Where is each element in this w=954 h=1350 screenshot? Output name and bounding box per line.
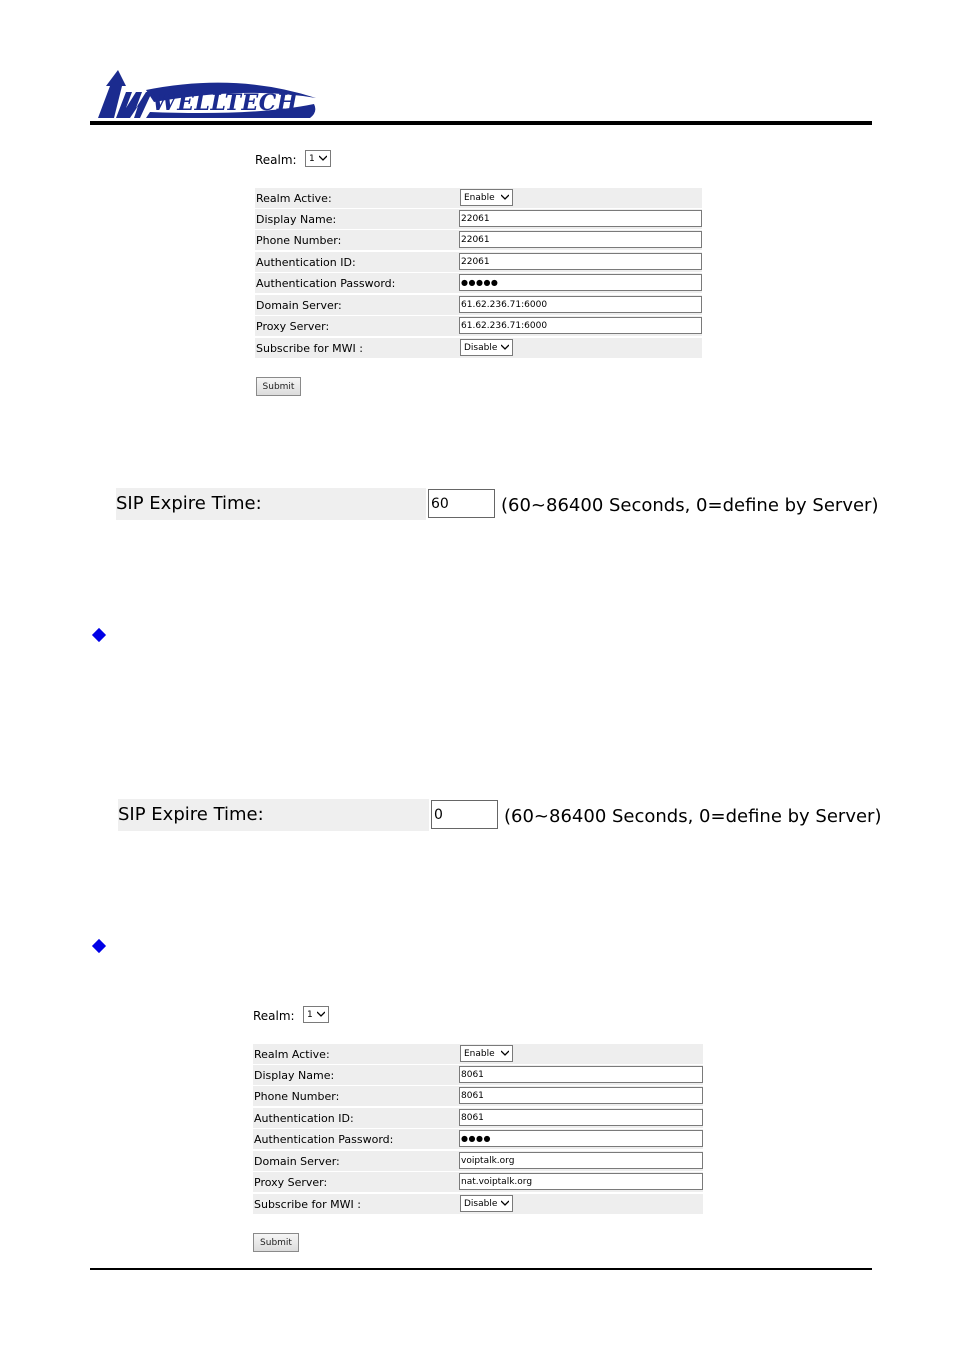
subscribe-mwi-value: Disable (464, 342, 498, 353)
sip-expire-hint: (60~86400 Seconds, 0=define by Server) (501, 495, 879, 516)
authentication-password-label: Authentication Password: (254, 1132, 394, 1146)
authentication-password-label: Authentication Password: (256, 276, 396, 290)
chevron-down-icon (319, 154, 327, 162)
chevron-down-icon (501, 343, 509, 351)
realm-select[interactable] (303, 1006, 329, 1023)
header-rule (90, 121, 872, 125)
realm-active-select[interactable] (460, 1045, 513, 1062)
proxy-server-label: Proxy Server: (254, 1175, 328, 1189)
authentication-id-label: Authentication ID: (254, 1111, 354, 1125)
proxy-server-label: Proxy Server: (256, 319, 330, 333)
sip-expire-label: SIP Expire Time: (116, 493, 262, 514)
authentication-id-input[interactable]: 22061 (459, 253, 702, 270)
sip-expire-input[interactable]: 60 (428, 489, 495, 518)
subscribe-mwi-label: Subscribe for MWI : (254, 1197, 361, 1211)
realm-select-value: 1 (309, 153, 315, 164)
realm-active-label: Realm Active: (254, 1047, 330, 1061)
chevron-down-icon (501, 1049, 509, 1057)
realm-select[interactable] (305, 150, 331, 167)
realm-select-value: 1 (307, 1009, 313, 1020)
sip-expire-label: SIP Expire Time: (118, 804, 264, 825)
domain-server-input[interactable]: voiptalk.org (459, 1152, 703, 1169)
subscribe-mwi-select[interactable] (460, 1195, 513, 1212)
welltech-logo (96, 68, 320, 122)
realm-label: Realm: (253, 1009, 295, 1023)
subscribe-mwi-value: Disable (464, 1198, 498, 1209)
display-name-input[interactable]: 22061 (459, 210, 702, 227)
bullet-diamond-icon (92, 628, 106, 642)
realm-active-select[interactable] (460, 189, 513, 206)
footer-rule (90, 1268, 872, 1270)
display-name-label: Display Name: (256, 212, 337, 226)
subscribe-mwi-label: Subscribe for MWI : (256, 341, 363, 355)
sip-expire-hint: (60~86400 Seconds, 0=define by Server) (504, 806, 882, 827)
phone-number-input[interactable]: 22061 (459, 231, 702, 248)
authentication-password-input[interactable]: ●●●● (459, 1130, 703, 1147)
logo-text: WELLTECH (152, 90, 299, 116)
phone-number-input[interactable]: 8061 (459, 1087, 703, 1104)
subscribe-mwi-select[interactable] (460, 339, 513, 356)
proxy-server-input[interactable]: 61.62.236.71:6000 (459, 317, 702, 334)
authentication-id-label: Authentication ID: (256, 255, 356, 269)
sip-expire-input[interactable]: 0 (431, 800, 498, 829)
chevron-down-icon (501, 193, 509, 201)
domain-server-label: Domain Server: (254, 1154, 340, 1168)
proxy-server-input[interactable]: nat.voiptalk.org (459, 1173, 703, 1190)
chevron-down-icon (317, 1010, 325, 1018)
realm-active-label: Realm Active: (256, 191, 332, 205)
authentication-id-input[interactable]: 8061 (459, 1109, 703, 1126)
domain-server-label: Domain Server: (256, 298, 342, 312)
display-name-label: Display Name: (254, 1068, 335, 1082)
submit-button[interactable]: Submit (256, 377, 301, 396)
realm-active-value: Enable (464, 1048, 495, 1059)
phone-number-label: Phone Number: (254, 1089, 340, 1103)
authentication-password-input[interactable]: ●●●●● (459, 274, 702, 291)
bullet-diamond-icon (92, 939, 106, 953)
phone-number-label: Phone Number: (256, 233, 342, 247)
submit-button[interactable]: Submit (253, 1233, 299, 1252)
realm-label: Realm: (255, 153, 297, 167)
domain-server-input[interactable]: 61.62.236.71:6000 (459, 296, 702, 313)
display-name-input[interactable]: 8061 (459, 1066, 703, 1083)
chevron-down-icon (501, 1199, 509, 1207)
realm-active-value: Enable (464, 192, 495, 203)
